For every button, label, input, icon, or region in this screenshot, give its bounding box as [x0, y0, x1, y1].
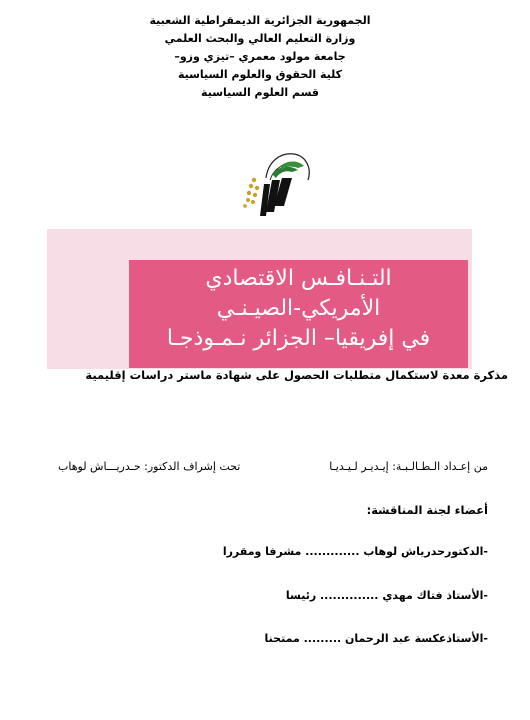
header-line-university: جامعة مولود معمري –تيزي وزو– [174, 50, 346, 63]
thesis-title [129, 260, 468, 368]
student-name: من إعـداد الـطـالـبـة: إيـديـر لـيـديـا [329, 460, 488, 473]
header-line-ministry: وزارة التعليم العالي والبحث العلمي [164, 32, 356, 45]
jury-member: -الدكتورحدرياش لوهاب ............. مشرفا ومقررا [222, 545, 488, 558]
institution-header [110, 12, 410, 102]
jury-member: -الأستاذ فتاك مهدي .............. رئيسا [285, 589, 488, 602]
header-line-department: قسم العلوم السياسية [201, 86, 319, 99]
jury-heading: أعضاء لجنة المناقشة: [366, 503, 488, 517]
header-line-republic: الجمهورية الجزائرية الديمقراطية الشعبية [149, 14, 371, 27]
jury-member: -الأستاذعكسة عبد الرحمان ......... ممتحنا [264, 632, 488, 645]
title-line-2: الأمريكي-الصيـنـي [216, 296, 381, 321]
title-line-1: التـنـافـس الاقتصادي [205, 266, 392, 291]
university-logo-icon [236, 140, 320, 218]
title-line-3: في إفريقيا– الجزائر نـمـوذجـا [166, 326, 431, 351]
thesis-subtitle: مذكرة معدة لاستكمال متطلبات الحصول على شهادة ماستر دراسات إقليمية [85, 368, 508, 382]
supervisor-name: تحت إشراف الدكتور: حـدريـــاش لوهاب [58, 460, 241, 473]
preparation-row [58, 460, 488, 476]
header-line-faculty: كلية الحقوق والعلوم السياسية [177, 68, 343, 81]
